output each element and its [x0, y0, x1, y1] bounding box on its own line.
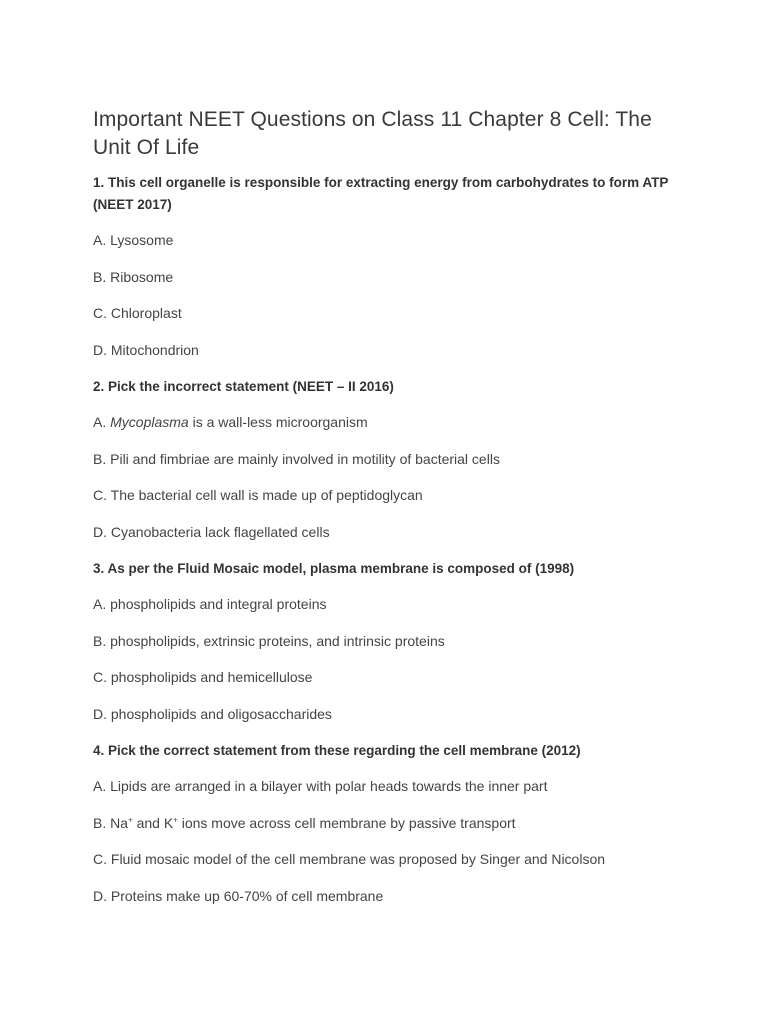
question-2-option-b: B. Pili and fimbriae are mainly involved in motility of bacterial cells [93, 450, 500, 467]
question-block-2 [93, 376, 673, 558]
question-2-option-c: C. The bacterial cell wall is made up of peptidoglycan [93, 487, 423, 503]
question-3-option-c: C. phospholipids and hemicellulose [93, 669, 313, 685]
option-a-suffix: is a wall-less microorganism [188, 414, 368, 430]
document-page [93, 106, 673, 906]
question-2-text: 2. Pick the incorrect statement (NEET – II 2016) [93, 379, 394, 394]
question-4-option-d: D. Proteins make up 60-70% of cell membrane [93, 887, 384, 904]
option-b-superscript-1: + [128, 814, 133, 824]
question-1-option-a: A. Lysosome [93, 232, 174, 248]
option-a-italic-term: Mycoplasma [110, 414, 189, 430]
question-4-option-b [93, 813, 673, 833]
page-title: Important NEET Questions on Class 11 Chapter 8 Cell: The Unit Of Life [93, 108, 652, 159]
question-4-option-a: A. Lipids are arranged in a bilayer with polar heads towards the inner part [93, 778, 548, 794]
question-block-3 [93, 558, 673, 740]
question-block-4 [93, 740, 673, 906]
question-3-text: 3. As per the Fluid Mosaic model, plasma membrane is composed of (1998) [93, 561, 575, 576]
question-block-1 [93, 172, 673, 376]
option-b-part-3: ions move across cell membrane by passive transport [177, 814, 516, 831]
option-b-part-1: B. Na [93, 814, 129, 831]
question-3-option-b: B. phospholipids, extrinsic proteins, and intrinsic proteins [93, 632, 445, 649]
question-1-option-b: B. Ribosome [93, 268, 174, 285]
question-2-option-d: D. Cyanobacteria lack flagellated cells [93, 523, 330, 540]
option-a-prefix: A. [93, 414, 111, 430]
question-4-text: 4. Pick the correct statement from these regarding the cell membrane (2012) [93, 743, 581, 758]
question-1-option-c: C. Chloroplast [93, 305, 182, 321]
option-b-part-2: and K [132, 814, 174, 831]
question-1-option-d: D. Mitochondrion [93, 341, 199, 358]
option-b-superscript-2: + [173, 814, 178, 824]
question-1-text: 1. This cell organelle is responsible for extracting energy from carbohydrates to form ATP (NEET 2017) [93, 175, 669, 212]
question-2-option-a [93, 412, 673, 432]
question-4-option-c: C. Fluid mosaic model of the cell membrane was proposed by Singer and Nicolson [93, 851, 606, 867]
question-3-option-d: D. phospholipids and oligosaccharides [93, 705, 332, 722]
question-3-option-a: A. phospholipids and integral proteins [93, 596, 327, 612]
